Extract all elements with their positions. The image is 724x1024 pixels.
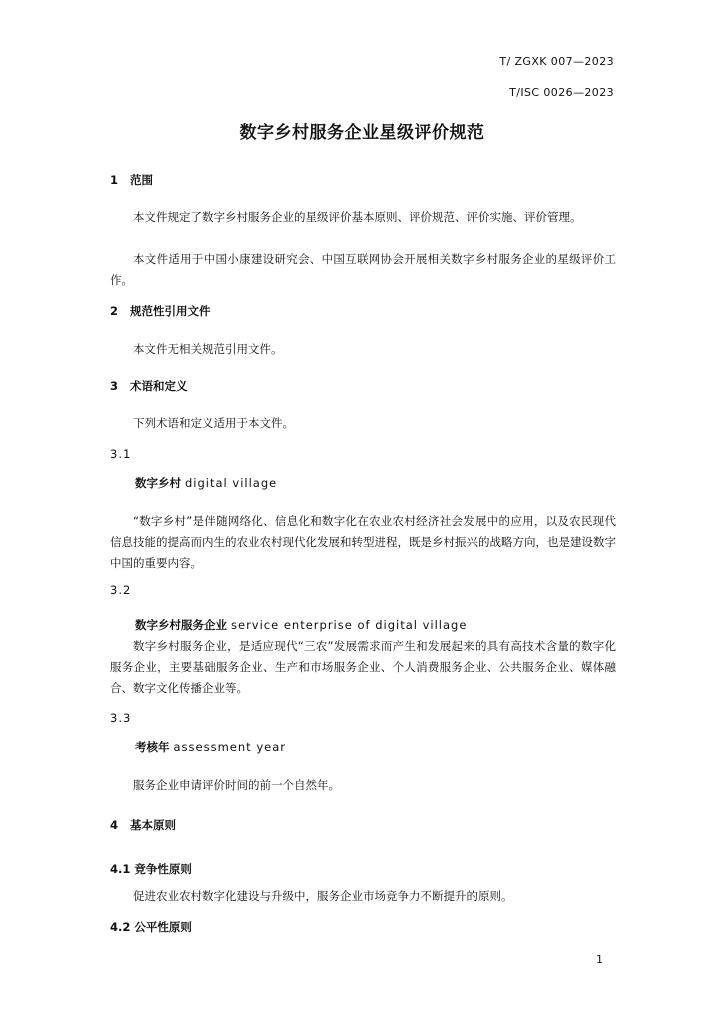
clause-number: 4.1 [110,862,131,876]
section-number: 4 [110,818,119,832]
standard-code-2: T/ISC 0026—2023 [509,86,614,99]
scope-paragraph-2: 本文件适用于中国小康建设研究会、中国互联网协会开展相关数字乡村服务企业的星级评价工作。 [110,252,616,287]
references-paragraph: 本文件无相关规范引用文件。 [133,342,283,356]
section-number: 3 [110,379,119,393]
section-title: 范围 [130,173,153,187]
clause-4-1-heading [110,861,192,877]
section-number: 1 [110,173,119,187]
clause-number: 4.2 [110,920,131,934]
section-title: 基本原则 [130,818,176,832]
section-number: 2 [110,304,119,318]
section-4-heading [110,817,176,833]
section-3-heading [110,378,188,394]
section-2-heading [110,303,211,319]
page-number: 1 [596,953,603,966]
term-english: digital village [185,476,278,490]
term-definition: “数字乡村”是伴随网络化、信息化和数字化在农业农村经济社会发展中的应用，以及农民现代信息技能的提高而内生的农业农村现代化发展和转型进程，既是乡村振兴的战略方向，也是建设数字中国的重要内容。 [110,514,616,570]
clause-number: 3.3 [110,711,132,725]
term-heading [135,739,286,755]
clause-4-2-heading [110,919,192,935]
term-chinese: 数字乡村服务企业 [135,618,227,632]
clause-4-1-text: 促进农业农村数字化建设与升级中，服务企业市场竞争力不断提升的原则。 [133,889,513,903]
section-title: 术语和定义 [130,379,188,393]
clause-number: 3.1 [110,447,132,461]
term-english: assessment year [173,740,286,754]
clause-title: 竞争性原则 [134,862,192,876]
term-definition: 服务企业申请评价时间的前一个自然年。 [133,778,340,792]
term-heading [135,617,467,633]
document-title: 数字乡村服务企业星级评价规范 [239,123,485,143]
scope-paragraph-1: 本文件规定了数字乡村服务企业的星级评价基本原则、评价规范、评价实施、评价管理。 [133,210,582,224]
standard-code-1: T/ ZGXK 007—2023 [499,55,614,68]
term-heading [135,475,277,491]
term-chinese: 考核年 [135,740,170,754]
terms-intro: 下列术语和定义适用于本文件。 [133,416,294,430]
term-chinese: 数字乡村 [135,476,181,490]
term-definition: 数字乡村服务企业，是适应现代“三农”发展需求而产生和发展起来的具有高技术含量的数字化服务企业，主要基础服务企业、生产和市场服务企业、个人消费服务企业、公共服务企业、媒体融合、数字文化传播企业等。 [110,639,616,695]
section-1-heading [110,172,153,188]
clause-number: 3.2 [110,583,132,597]
section-title: 规范性引用文件 [130,304,211,318]
term-english: service enterprise of digital village [231,618,468,632]
clause-title: 公平性原则 [134,920,192,934]
